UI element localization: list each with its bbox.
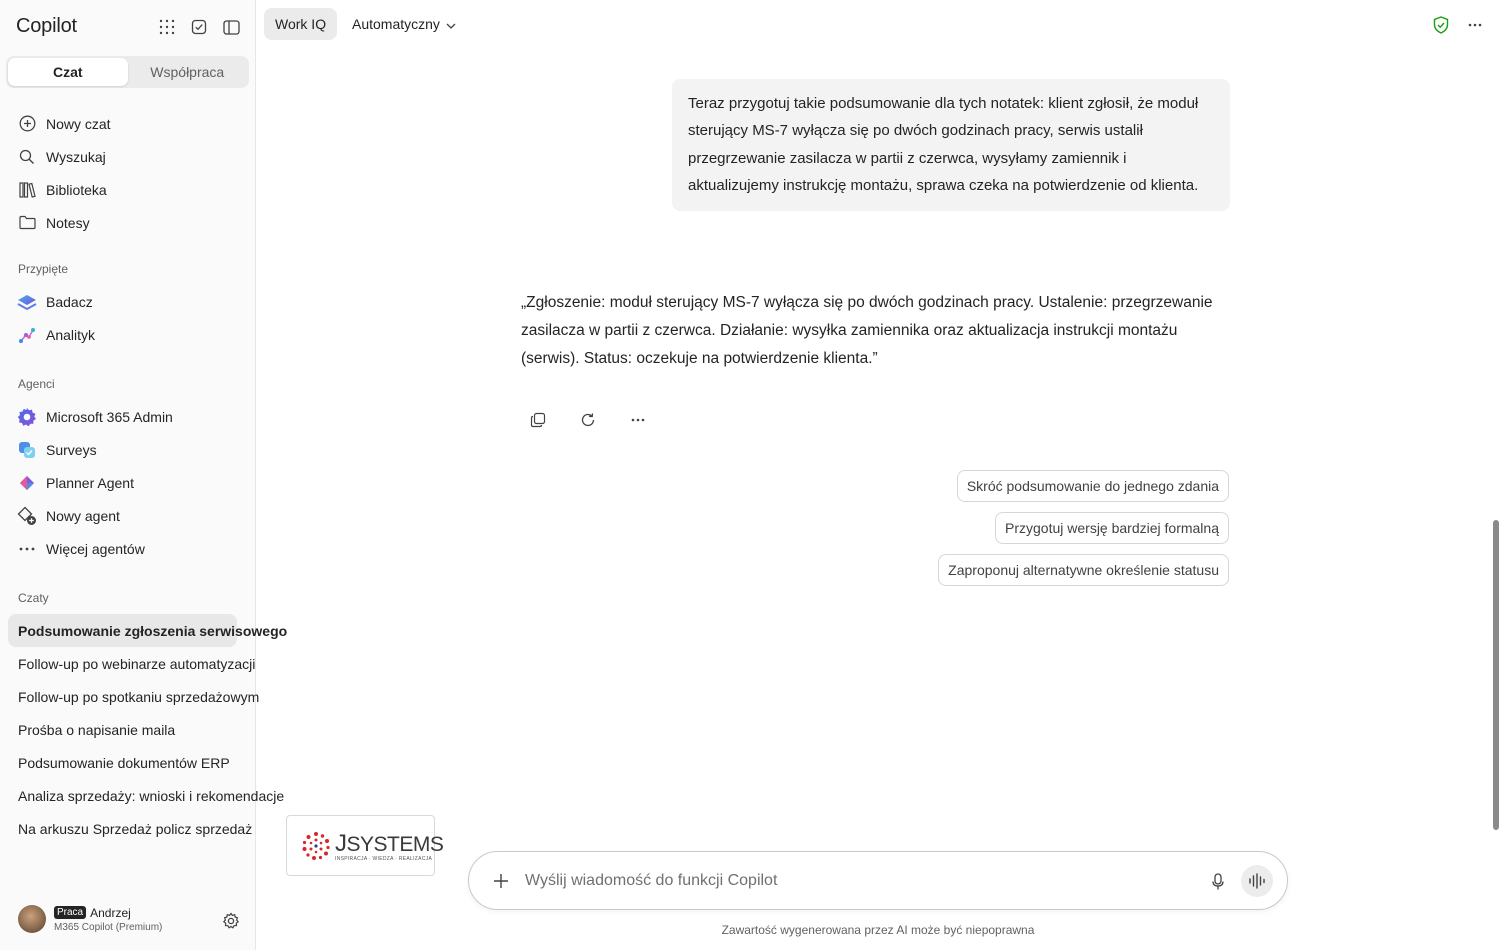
search-icon: [18, 148, 36, 166]
ai-disclaimer: Zawartość wygenerowana przez AI może być niepoprawna: [721, 923, 1035, 937]
main-nav: [8, 107, 240, 239]
chat-item-label: Prośba o napisanie maila: [18, 721, 176, 738]
search-nav-item[interactable]: [8, 140, 240, 173]
logo-tagline: INSPIRACJA · WIEDZA · REALIZACJA: [335, 855, 433, 862]
chats-section-label: Czaty: [18, 591, 49, 605]
nav-label: Notesy: [46, 214, 90, 231]
tab-czat[interactable]: Czat: [8, 58, 128, 86]
voice-mode-button[interactable]: [1241, 865, 1273, 897]
regenerate-icon[interactable]: [578, 410, 598, 430]
sidebar-top-icons: [156, 16, 242, 38]
ai-response: „Zgłoszenie: moduł sterujący MS-7 wyłącza się po dwóch godzinach pracy. Ustalenie: przegrzewanie zasilacza w partii z czerwca. Działanie: wysyłka zamiennika oraz aktualizacja instrukcji montażu (serwis). Status: oczekuje na potwierdzenie klienta.”: [521, 294, 1213, 367]
chat-item[interactable]: [8, 779, 285, 812]
more-actions-icon[interactable]: [628, 410, 648, 430]
sidebar-toggle-icon[interactable]: [220, 16, 242, 38]
library-nav-item[interactable]: [8, 173, 240, 206]
chat-item[interactable]: [8, 812, 253, 845]
nav-label: Wyszukaj: [46, 148, 106, 165]
chevron-down-icon: [446, 16, 456, 32]
chat-item-label: Follow-up po webinarze automatyzacji: [18, 655, 256, 672]
suggestion-chip[interactable]: Przygotuj wersję bardziej formalną: [995, 512, 1229, 544]
new-agent-icon: [18, 507, 36, 525]
suggestion-list: [938, 470, 1229, 586]
chats-section: [8, 586, 288, 845]
mode-segmented-control: [6, 56, 249, 88]
m365-admin-gear-icon: [18, 408, 36, 426]
new-chat-button[interactable]: [8, 107, 240, 140]
more-horizontal-icon: [18, 540, 36, 558]
nav-label: Badacz: [46, 293, 93, 310]
library-icon: [18, 181, 36, 199]
microphone-icon[interactable]: [1207, 871, 1229, 893]
agent-item-surveys[interactable]: [8, 433, 240, 466]
jsystems-logo-mark: [301, 831, 331, 861]
chat-item[interactable]: [8, 680, 260, 713]
user-name-row: [54, 906, 162, 920]
chat-item-label: Podsumowanie zgłoszenia serwisowego: [18, 622, 288, 639]
logo-text: [335, 830, 443, 862]
chat-item[interactable]: [8, 713, 240, 746]
agents-section: [8, 372, 240, 565]
jsystems-logo: [286, 815, 444, 876]
settings-gear-icon[interactable]: [220, 910, 242, 932]
shield-check-icon[interactable]: [1430, 14, 1452, 36]
logo-wordmark: JSYSTEMS: [335, 829, 444, 857]
avatar: [18, 905, 46, 933]
chat-item[interactable]: [8, 647, 256, 680]
mode-dropdown[interactable]: [352, 8, 456, 40]
scrollbar-thumb[interactable]: [1493, 520, 1499, 830]
user-profile[interactable]: [18, 905, 162, 933]
plus-circle-icon: [18, 115, 36, 133]
nav-label: Więcej agentów: [46, 540, 145, 557]
suggestion-chip[interactable]: Zaproponuj alternatywne określenie statusu: [938, 554, 1229, 586]
chat-item[interactable]: [8, 614, 288, 647]
copy-icon[interactable]: [528, 410, 548, 430]
top-bar: [256, 0, 1500, 48]
suggestion-chip[interactable]: Skróć podsumowanie do jednego zdania: [957, 470, 1229, 502]
pinned-item-badacz[interactable]: [8, 285, 240, 318]
nav-label: Biblioteka: [46, 181, 107, 198]
nav-label: Analityk: [46, 326, 96, 343]
nav-label: Nowy agent: [46, 507, 120, 524]
nav-label: Planner Agent: [46, 474, 134, 491]
agents-section-label: Agenci: [18, 377, 55, 391]
pinned-section-label: Przypięte: [18, 262, 69, 276]
user-message: Teraz przygotuj takie podsumowanie dla tych notatek: klient zgłosił, że moduł sterujący MS-7 wyłącza się po dwóch godzinach pracy, serwis ustalił przegrzewanie zasilacza w partii z czerwca, wysyłamy zamiennik i aktualizujemy instrukcję montażu, sprawa czeka na potwierdzenie od klienta.: [672, 79, 1230, 211]
user-info: [54, 906, 162, 933]
sidebar: [0, 0, 288, 950]
voice-waveform-icon: [1248, 873, 1266, 889]
user-name: Andrzej: [90, 905, 131, 920]
apps-grid-icon[interactable]: [156, 16, 178, 38]
mode-label: Automatyczny: [352, 16, 440, 32]
chat-item-label: Analiza sprzedaży: wnioski i rekomendacje: [18, 787, 285, 804]
nav-label: Nowy czat: [46, 115, 111, 132]
chat-item[interactable]: [8, 746, 240, 779]
researcher-icon: [18, 293, 36, 311]
chat-item-label: Podsumowanie dokumentów ERP: [18, 754, 230, 771]
notebooks-nav-item[interactable]: [8, 206, 240, 239]
more-options-icon[interactable]: [1464, 14, 1486, 36]
add-attachment-icon[interactable]: [491, 871, 511, 891]
chat-item-label: Na arkuszu Sprzedaż policz sprzedaż: [18, 820, 253, 837]
work-badge: Praca: [54, 906, 86, 919]
analyst-icon: [18, 326, 36, 344]
more-agents-button[interactable]: [8, 532, 240, 565]
tab-wspolpraca[interactable]: Współpraca: [150, 64, 225, 80]
brand-title: Copilot: [16, 15, 77, 37]
planner-icon: [18, 474, 36, 492]
agent-item-m365-admin[interactable]: [8, 400, 240, 433]
new-agent-button[interactable]: [8, 499, 240, 532]
pinned-item-analityk[interactable]: [8, 318, 240, 351]
pinned-section: [8, 257, 240, 351]
tasks-check-icon[interactable]: [188, 16, 210, 38]
message-input[interactable]: [525, 868, 1185, 894]
work-iq-button[interactable]: Work IQ: [264, 8, 337, 40]
surveys-icon: [18, 441, 36, 459]
response-actions: [528, 410, 648, 430]
nav-label: Surveys: [46, 441, 97, 458]
agent-item-planner[interactable]: [8, 466, 240, 499]
folder-icon: [18, 214, 36, 232]
message-composer: [468, 851, 1288, 910]
chat-item-label: Follow-up po spotkaniu sprzedażowym: [18, 688, 260, 705]
user-plan: M365 Copilot (Premium): [54, 921, 163, 933]
nav-label: Microsoft 365 Admin: [46, 408, 173, 425]
